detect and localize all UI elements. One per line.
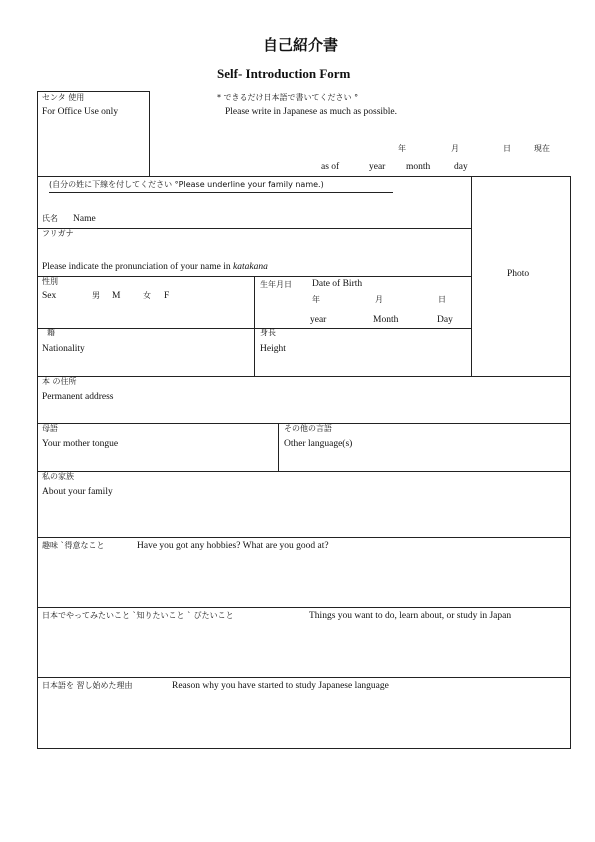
nationality-label-en: Nationality [42, 344, 85, 354]
reason-label-en: Reason why you have started to study Japanese language [172, 681, 389, 691]
name-label-en: Name [73, 214, 96, 224]
hobbies-field[interactable] [38, 538, 570, 607]
name-underline-note: (自分の姓に下線を付してください °Please underline your family name.) [49, 180, 324, 189]
sex-label-jp: 性別 [42, 277, 58, 286]
nationality-field[interactable] [38, 329, 253, 376]
family-label-jp: 私の家族 [42, 472, 74, 481]
instruction-jp: * できるだけ日本語で書いてください ° [217, 93, 359, 102]
furigana-label-jp: フリガナ [42, 229, 74, 238]
dob-year-en: year [310, 315, 327, 325]
hobbies-label-en: Have you got any hobbies? What are you good at? [137, 541, 329, 551]
dob-label-jp: 生年月日 [260, 280, 292, 289]
address-label-jp: 本 の住所 [42, 377, 77, 386]
height-label-jp: 身長 [260, 328, 276, 337]
dob-year-jp: 年 [312, 295, 320, 304]
dob-day-jp: 日 [438, 295, 446, 304]
nationality-label-jp: 籍 [47, 328, 55, 337]
hobbies-label-jp: 趣味 `得意なこと [42, 541, 105, 550]
page-title-jp: 自己紹介書 [263, 36, 339, 54]
height-label-en: Height [260, 344, 286, 354]
other-language-label-en: Other language(s) [284, 439, 353, 449]
mother-tongue-field[interactable] [38, 424, 277, 470]
name-bottom-rule [37, 228, 472, 229]
reason-field[interactable] [38, 678, 570, 748]
sex-male-option[interactable]: M [112, 291, 121, 301]
family-field[interactable] [38, 472, 570, 537]
dob-month-en: Month [373, 315, 399, 325]
sex-female-option[interactable]: F [164, 291, 170, 301]
wishes-label-en: Things you want to do, learn about, or study in Japan [309, 611, 512, 621]
office-use-label-jp: センタ 使用 [42, 93, 85, 102]
page-title-en: Self- Introduction Form [217, 66, 351, 81]
name-label-jp: 氏名 [42, 214, 58, 223]
photo-label: Photo [507, 269, 530, 279]
name-field[interactable] [38, 195, 470, 228]
date-day-jp: 日 [503, 144, 511, 153]
height-field[interactable] [255, 329, 470, 376]
date-year-en: year [369, 162, 386, 172]
address-field[interactable] [38, 377, 570, 423]
date-year-jp: 年 [398, 144, 406, 153]
instruction-en: Please write in Japanese as much as possible. [225, 107, 398, 117]
furigana-label-en: Please indicate the pronunciation of your name in katakana [42, 262, 268, 272]
family-label-en: About your family [42, 487, 113, 497]
mother-tongue-label-jp: 母語 [42, 424, 58, 433]
wishes-field[interactable] [38, 608, 570, 677]
reason-label-jp: 日本語を 習し始めた理由 [42, 681, 133, 690]
sex-female-jp: 女 [143, 291, 151, 300]
dob-month-jp: 月 [375, 295, 383, 304]
date-month-jp: 月 [451, 144, 459, 153]
name-underline-rule [49, 192, 393, 193]
wishes-label-jp: 日本でやってみたいこと `知りたいこと ` びたいこと [42, 611, 234, 620]
address-label-en: Permanent address [42, 392, 114, 402]
office-use-box[interactable] [37, 91, 150, 177]
dob-day-en: Day [437, 315, 453, 325]
dob-label-en: Date of Birth [312, 279, 363, 289]
sex-label-en: Sex [42, 291, 57, 301]
other-language-label-jp: その他の言語 [284, 424, 332, 433]
sex-male-jp: 男 [92, 291, 100, 300]
office-use-label-en: For Office Use only [42, 107, 119, 117]
date-month-en: month [406, 162, 431, 172]
date-day-en: day [454, 162, 468, 172]
mother-tongue-label-en: Your mother tongue [42, 439, 119, 449]
furigana-field[interactable] [38, 240, 470, 276]
date-now-jp: 現在 [534, 144, 550, 153]
other-language-field[interactable] [279, 424, 570, 470]
date-as-of: as of [321, 162, 340, 172]
